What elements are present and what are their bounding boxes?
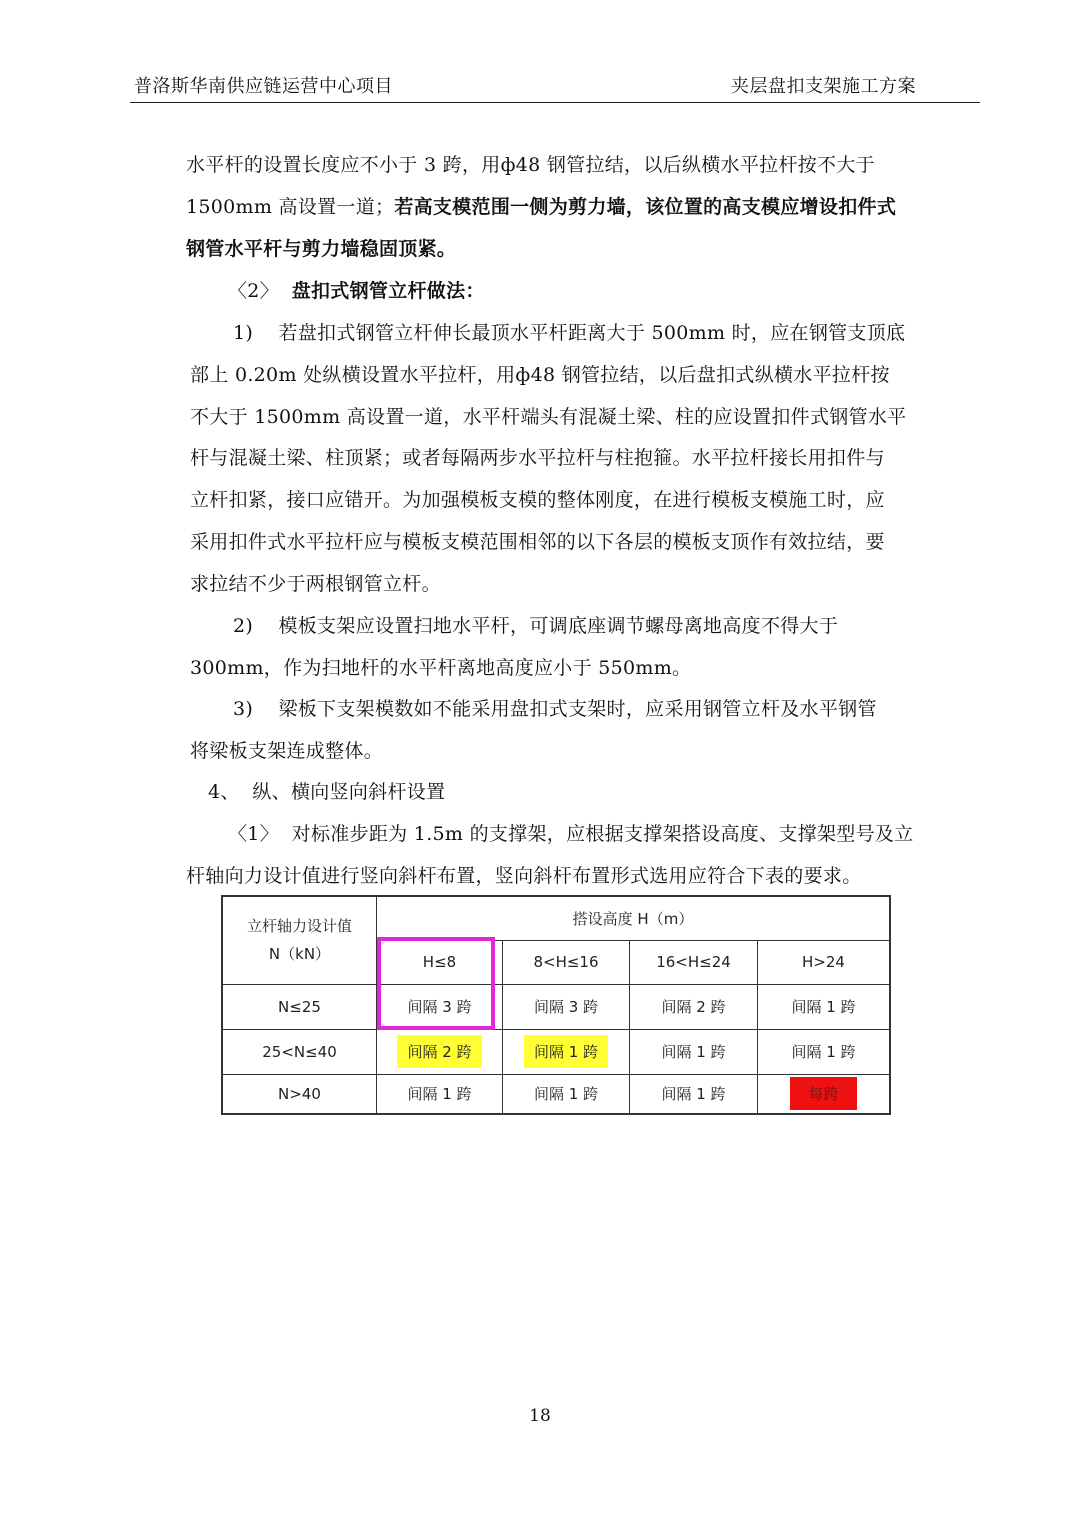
header-document-title: 夹层盘扣支架施工方案 — [731, 76, 916, 97]
corner-label: 立杆轴力设计值 — [246, 917, 352, 936]
item-1-line: 立杆扣紧，接口应错开。为加强模板支模的整体刚度，在进行模板支模施工时，应 — [190, 489, 885, 511]
item-1-line: 部上 0.20m 处纵横设置水平拉杆，用ф48 钢管拉结，以后盘扣式纵横水平拉杆按 — [190, 364, 890, 386]
row-header: N≤25 — [222, 984, 377, 1029]
paragraph-text: 1500mm 高设置一道； — [186, 196, 395, 218]
table-cell: 间隔 1 跨 — [377, 1074, 503, 1114]
corner-unit: N（kN） — [268, 945, 331, 964]
page-header — [130, 74, 980, 103]
column-header: 16<H≤24 — [630, 940, 758, 984]
red-highlighted-cell-text: 每跨 — [790, 1077, 856, 1110]
item-2-line: 2) 模板支架应设置扫地水平杆，可调底座调节螺母离地高度不得大于 — [233, 615, 839, 637]
section-heading-2 — [228, 276, 485, 303]
column-header: H≤8 — [377, 940, 503, 984]
table-cell: 间隔 1 跨 — [630, 1029, 758, 1074]
height-header: 搭设高度 H（m） — [377, 896, 891, 940]
table-cell: 间隔 3 跨 — [503, 984, 630, 1029]
section-heading-4: 4、 纵、横向竖向斜杆设置 — [208, 781, 446, 803]
table-cell: 间隔 1 跨 — [503, 1074, 630, 1114]
page-number: 18 — [529, 1406, 551, 1426]
highlighted-cell-text: 间隔 1 跨 — [524, 1035, 608, 1068]
row-header: N>40 — [222, 1074, 377, 1114]
table-cell: 间隔 2 跨 — [630, 984, 758, 1029]
subsection-line: 杆轴向力设计值进行竖向斜杆布置，竖向斜杆布置形式选用应符合下表的要求。 — [186, 865, 862, 887]
item-1-line: 不大于 1500mm 高设置一道，水平杆端头有混凝土梁、柱的应设置扣件式钢管水平 — [190, 406, 907, 428]
header-project-name: 普洛斯华南供应链运营中心项目 — [134, 76, 393, 97]
item-3-line: 3) 梁板下支架模数如不能采用盘扣式支架时，应采用钢管立杆及水平钢管 — [233, 698, 877, 720]
highlighted-cell-text: 间隔 2 跨 — [397, 1035, 481, 1068]
item-1-line: 杆与混凝土梁、柱顶紧；或者每隔两步水平拉杆与柱抱箍。水平拉杆接长用扣件与 — [190, 447, 885, 469]
table-row — [222, 984, 890, 1029]
item-1-line: 1) 若盘扣式钢管立杆伸长最顶水平杆距离大于 500mm 时，应在钢管支顶底 — [233, 322, 906, 344]
subsection-line: 〈1〉 对标准步距为 1.5m 的支撑架，应根据支撑架搭设高度、支撑架型号及立 — [228, 823, 914, 845]
table-cell — [377, 1029, 503, 1074]
table-cell — [503, 1029, 630, 1074]
section-marker: 〈2〉 — [228, 280, 279, 302]
paragraph-line: 水平杆的设置长度应不小于 3 跨，用ф48 钢管拉结，以后纵横水平拉杆按不大于 — [186, 154, 875, 176]
diagonal-bar-table — [221, 895, 891, 1115]
table-cell: 间隔 3 跨 — [377, 984, 503, 1029]
table-cell: 间隔 1 跨 — [630, 1074, 758, 1114]
table-cell: 间隔 1 跨 — [758, 984, 891, 1029]
table-cell: 间隔 1 跨 — [758, 1029, 891, 1074]
paragraph-emphasis-line: 钢管水平杆与剪力墙稳固顶紧。 — [186, 238, 457, 260]
item-1-line: 求拉结不少于两根钢管立杆。 — [190, 573, 441, 595]
table-corner-header — [222, 896, 377, 984]
table-cell — [758, 1074, 891, 1114]
item-1-line: 采用扣件式水平拉杆应与模板支模范围相邻的以下各层的模板支顶作有效拉结，要 — [190, 531, 885, 553]
item-3-line: 将梁板支架连成整体。 — [190, 740, 384, 762]
paragraph-line — [186, 192, 896, 219]
item-2-line: 300mm，作为扫地杆的水平杆离地高度应小于 550mm。 — [190, 657, 692, 679]
column-header: H>24 — [758, 940, 891, 984]
row-header: 25<N≤40 — [222, 1029, 377, 1074]
paragraph-emphasis: 若高支模范围一侧为剪力墙，该位置的高支模应增设扣件式 — [394, 196, 897, 218]
magenta-annotation-box — [377, 937, 495, 1030]
section-title: 盘扣式钢管立杆做法： — [291, 280, 485, 302]
table-row — [222, 1029, 890, 1074]
table-row — [222, 1074, 890, 1114]
column-header: 8<H≤16 — [503, 940, 630, 984]
